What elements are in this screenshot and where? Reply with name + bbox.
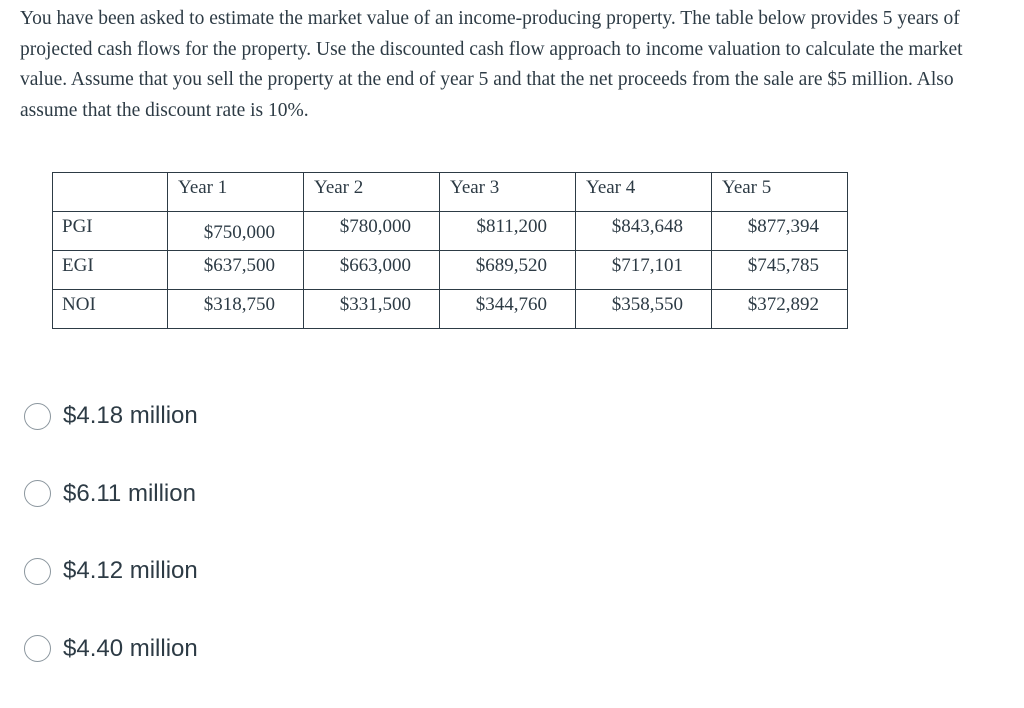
cell-egi-year-4: $717,101 (576, 251, 712, 290)
table-row-noi (53, 290, 848, 329)
cell-egi-year-1: $637,500 (168, 251, 304, 290)
cell-pgi-year-2: $780,000 (304, 212, 440, 251)
answer-option-label[interactable]: $4.18 million (63, 402, 198, 429)
header-cell-year-2: Year 2 (304, 173, 440, 212)
answer-option-1[interactable] (24, 398, 198, 434)
radio-button-option-4[interactable] (24, 635, 51, 662)
answer-option-4[interactable] (24, 631, 198, 667)
answer-option-label[interactable]: $4.12 million (63, 557, 198, 584)
answer-option-label[interactable]: $6.11 million (63, 479, 196, 507)
cell-egi-year-3: $689,520 (440, 251, 576, 290)
row-label-egi: EGI (53, 251, 168, 290)
cell-egi-year-5: $745,785 (712, 251, 848, 290)
table-row-egi (53, 251, 848, 290)
row-label-pgi: PGI (53, 212, 168, 251)
answer-option-label[interactable]: $4.40 million (63, 634, 198, 662)
cell-pgi-year-3: $811,200 (440, 212, 576, 251)
cell-pgi-year-4: $843,648 (576, 212, 712, 251)
question-text: You have been asked to estimate the market value of an income-producing property. The table below provides 5 years of projected cash flows for the property. Use the discounted cash flow approach to income valuation to calculate the market value. Assume that you sell the property at the end of year 5 and that the net proceeds from the sale are $5 million. Also assume that the discount rate is 10%. (20, 8, 963, 121)
header-cell-year-5: Year 5 (712, 173, 848, 212)
radio-button-option-2[interactable] (24, 480, 51, 507)
cell-noi-year-2: $331,500 (304, 290, 440, 329)
table-header-row (53, 173, 848, 212)
radio-button-option-3[interactable] (24, 558, 51, 585)
cell-noi-year-1: $318,750 (168, 290, 304, 329)
radio-button-option-1[interactable] (24, 403, 51, 430)
cell-noi-year-5: $372,892 (712, 290, 848, 329)
row-label-noi: NOI (53, 290, 168, 329)
answer-option-2[interactable] (24, 476, 198, 512)
answer-options (24, 398, 198, 708)
table-row-pgi (53, 212, 848, 251)
answer-option-3[interactable] (24, 553, 198, 589)
cell-pgi-year-5: $877,394 (712, 212, 848, 251)
cash-flow-table (52, 172, 848, 329)
header-cell-year-4: Year 4 (576, 173, 712, 212)
cell-egi-year-2: $663,000 (304, 251, 440, 290)
cell-noi-year-3: $344,760 (440, 290, 576, 329)
cell-noi-year-4: $358,550 (576, 290, 712, 329)
cell-pgi-year-1: $750,000 (168, 212, 304, 251)
header-cell-year-1: Year 1 (168, 173, 304, 212)
header-cell-year-3: Year 3 (440, 173, 576, 212)
header-cell-empty (53, 173, 168, 212)
